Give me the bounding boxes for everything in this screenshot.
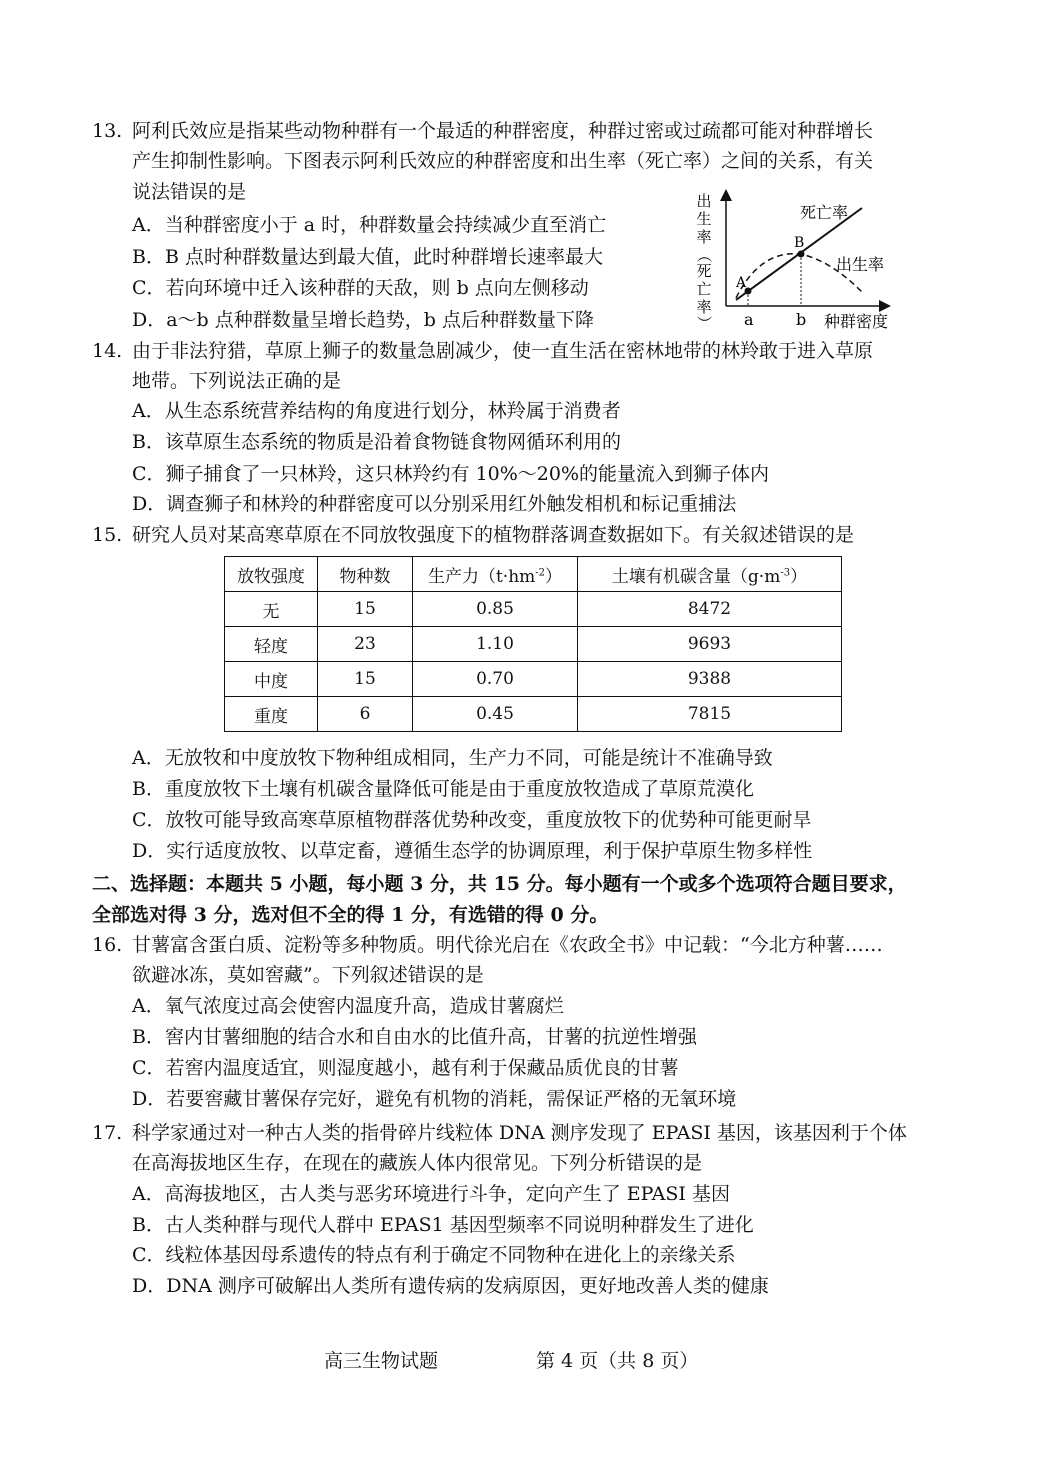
allee-effect-figure <box>690 188 900 336</box>
q13-number: 13. <box>92 120 123 142</box>
svg-text:率: 率 <box>696 228 712 246</box>
svg-text:（: （ <box>695 247 713 263</box>
point-a-label: A <box>736 275 747 291</box>
table-cell: 15 <box>318 662 413 697</box>
table-cell: 无 <box>225 592 318 627</box>
q16-option-b: B．窖内甘薯细胞的结合水和自由水的比值升高，甘薯的抗逆性增强 <box>132 1026 697 1048</box>
table-header-cell: 生产力$(t\cdot hm^{-2})$ <box>413 557 578 592</box>
q13-stem-line3: 说法错误的是 <box>132 181 247 203</box>
death-rate-label: 死亡率 <box>800 203 849 222</box>
q17-option-d: D．DNA 测序可破解出人类所有遗传病的发病原因，更好地改善人类的健康 <box>132 1275 769 1297</box>
q16-option-c: C．若窖内温度适宜，则湿度越小，越有利于保藏品质优良的甘薯 <box>132 1057 679 1079</box>
grazing-data-table <box>224 556 842 732</box>
table-cell: 0.70 <box>413 662 578 697</box>
x-axis-label: 种群密度 <box>824 312 889 331</box>
table-row <box>225 592 842 627</box>
q14-stem-line1: 由于非法狩猎，草原上狮子的数量急剧减少，使一直生活在密林地带的林羚敢于进入草原 <box>132 340 874 362</box>
q17-option-c: C．线粒体基因母系遗传的特点有利于确定不同物种在进化上的亲缘关系 <box>132 1244 736 1266</box>
table-row <box>225 662 842 697</box>
table-header-cell: 放牧强度 <box>225 557 318 592</box>
q17-number: 17. <box>92 1122 123 1144</box>
svg-text:）: ） <box>695 315 713 331</box>
svg-text:生: 生 <box>696 210 712 228</box>
q14-stem-line2: 地带。下列说法正确的是 <box>132 370 342 392</box>
q14-number: 14. <box>92 340 123 362</box>
table-cell: 15 <box>318 592 413 627</box>
table-cell: 0.45 <box>413 697 578 732</box>
table-cell: 重度 <box>225 697 318 732</box>
svg-text:死: 死 <box>696 262 712 280</box>
y-axis-label <box>695 192 713 331</box>
section2-instructions-line1: 二、选择题：本题共 5 小题，每小题 3 分，共 15 分。每小题有一个或多个选项符合题目要求， <box>92 873 907 895</box>
q14-option-a: A．从生态系统营养结构的角度进行划分，林羚属于消费者 <box>132 400 621 422</box>
q17-stem-line2: 在高海拔地区生存，在现在的藏族人体内很常见。下列分析错误的是 <box>132 1152 703 1174</box>
q13-option-c: C．若向环境中迁入该种群的天敌，则 b 点向左侧移动 <box>132 277 589 299</box>
table-cell: 6 <box>318 697 413 732</box>
table-header-row <box>225 557 842 592</box>
svg-text:亡: 亡 <box>696 280 712 298</box>
q15-option-d: D．实行适度放牧、以草定畜，遵循生态学的协调原理，利于保护草原生物多样性 <box>132 840 813 862</box>
q13-option-d: D．a～b 点种群数量呈增长趋势，b 点后种群数量下降 <box>132 309 594 331</box>
q15-option-c: C．放牧可能导致高寒草原植物群落优势种改变，重度放牧下的优势种可能更耐旱 <box>132 809 812 831</box>
q14-option-d: D．调查狮子和林羚的种群密度可以分别采用红外触发相机和标记重捕法 <box>132 493 737 515</box>
table-header-cell: 土壤有机碳含量$(g\cdot m^{-3})$ <box>578 557 842 592</box>
q13-stem-line2: 产生抑制性影响。下图表示阿利氏效应的种群密度和出生率（死亡率）之间的关系，有关 <box>132 150 874 172</box>
table-cell: 9388 <box>578 662 842 697</box>
q13-stem-line1: 阿利氏效应是指某些动物种群有一个最适的种群密度，种群过密或过疏都可能对种群增长 <box>132 120 874 142</box>
table-header-cell: 物种数 <box>318 557 413 592</box>
table-cell: 8472 <box>578 592 842 627</box>
q16-stem-line1: 甘薯富含蛋白质、淀粉等多种物质。明代徐光启在《农政全书》中记载：“今北方种薯…… <box>132 934 883 956</box>
q16-number: 16. <box>92 934 123 956</box>
footer-page-number: 第 4 页（共 8 页） <box>536 1350 699 1372</box>
tick-a-label: a <box>744 310 754 329</box>
tick-b-label: b <box>796 310 807 329</box>
footer-subject: 高三生物试题 <box>324 1350 439 1372</box>
q13-option-b: B．B 点时种群数量达到最大值，此时种群增长速率最大 <box>132 246 603 268</box>
svg-text:率: 率 <box>696 298 712 316</box>
q14-option-c: C．狮子捕食了一只林羚，这只林羚约有 10%～20%的能量流入到狮子体内 <box>132 463 770 485</box>
table-cell: 轻度 <box>225 627 318 662</box>
q14-option-b: B．该草原生态系统的物质是沿着食物链食物网循环利用的 <box>132 431 621 453</box>
table-cell: 中度 <box>225 662 318 697</box>
q13-option-a: A．当种群密度小于 a 时，种群数量会持续减少直至消亡 <box>132 214 607 236</box>
table-cell: 23 <box>318 627 413 662</box>
q17-stem-line1: 科学家通过对一种古人类的指骨碎片线粒体 DNA 测序发现了 EPASI 基因，该基因利于个体 <box>132 1122 907 1144</box>
table-cell: 0.85 <box>413 592 578 627</box>
q16-stem-line2: 欲避冰冻，莫如窖藏”。下列叙述错误的是 <box>132 964 484 986</box>
point-b-label: B <box>794 235 805 251</box>
q15-number: 15. <box>92 524 123 546</box>
birth-rate-label: 出生率 <box>836 255 885 274</box>
q17-option-b: B．古人类种群与现代人群中 EPAS1 基因型频率不同说明种群发生了进化 <box>132 1214 754 1236</box>
table-row <box>225 697 842 732</box>
table-cell: 9693 <box>578 627 842 662</box>
table-row <box>225 627 842 662</box>
point-b-marker <box>798 251 805 258</box>
q16-option-d: D．若要窖藏甘薯保存完好，避免有机物的消耗，需保证严格的无氧环境 <box>132 1088 737 1110</box>
q15-stem-line1: 研究人员对某高寒草原在不同放牧强度下的植物群落调查数据如下。有关叙述错误的是 <box>132 524 855 546</box>
q15-option-b: B．重度放牧下土壤有机碳含量降低可能是由于重度放牧造成了草原荒漠化 <box>132 778 754 800</box>
table-cell: 7815 <box>578 697 842 732</box>
section2-instructions-line2: 全部选对得 3 分，选对但不全的得 1 分，有选错的得 0 分。 <box>92 904 609 926</box>
q15-option-a: A．无放牧和中度放牧下物种组成相同，生产力不同，可能是统计不准确导致 <box>132 747 773 769</box>
table-cell: 1.10 <box>413 627 578 662</box>
svg-text:出: 出 <box>696 192 712 210</box>
q16-option-a: A．氧气浓度过高会使窖内温度升高，造成甘薯腐烂 <box>132 995 564 1017</box>
q17-option-a: A．高海拔地区，古人类与恶劣环境进行斗争，定向产生了 EPASI 基因 <box>132 1183 730 1205</box>
